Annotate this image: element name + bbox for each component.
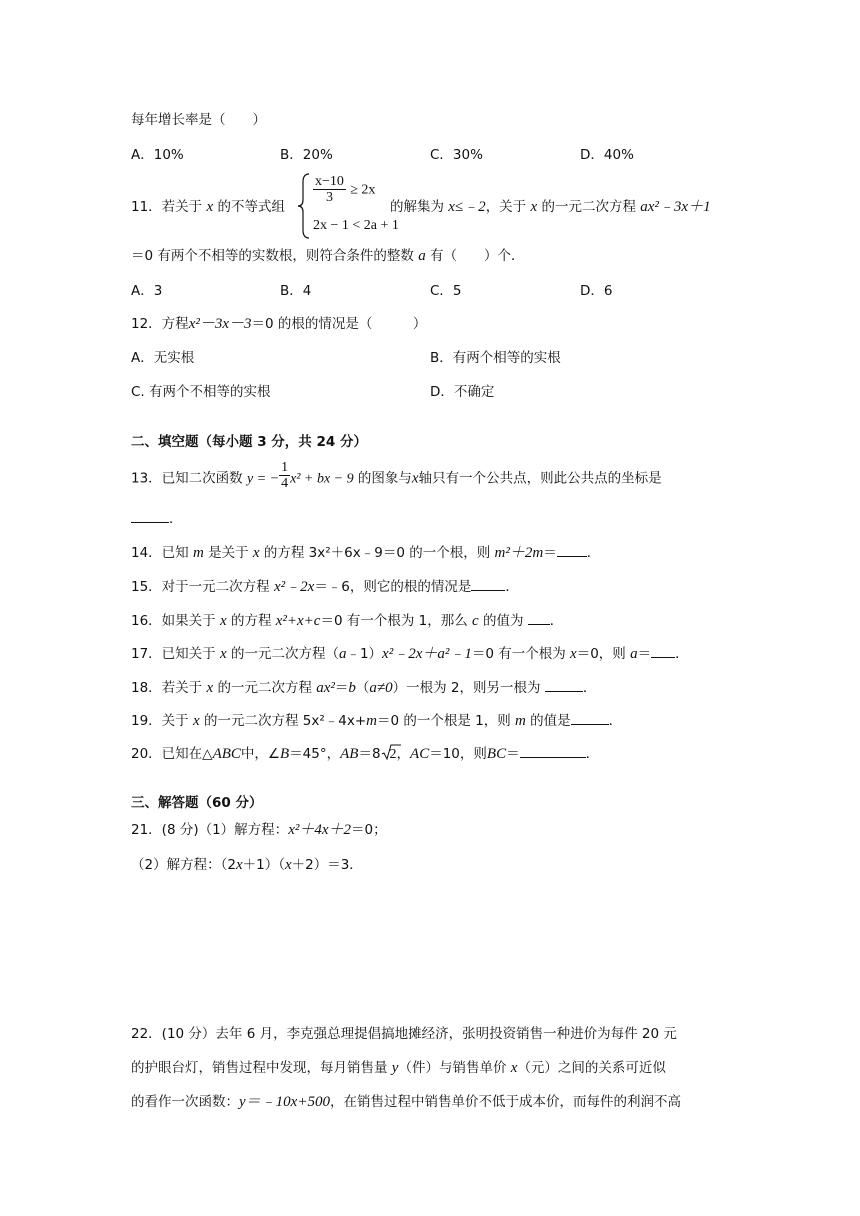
answer-blank[interactable] xyxy=(520,743,586,758)
q11-ineq1-rhs: ≥ 2x xyxy=(350,182,376,198)
q22-text: （件）与销售单价 xyxy=(398,1060,507,1076)
q17-var: x xyxy=(570,646,577,662)
q17-var: a xyxy=(630,646,638,662)
q11-option-b: B．4 xyxy=(280,283,312,299)
answer-blank[interactable] xyxy=(471,576,505,591)
q11-text: 有（ ）个． xyxy=(429,248,525,264)
q20-text: ＝10，则 xyxy=(429,746,487,762)
q10-option-a: A．10% xyxy=(131,147,184,163)
section-heading-solutions: 三、解答题（60 分） xyxy=(131,795,263,811)
q20-var: B xyxy=(280,746,290,762)
answer-blank[interactable] xyxy=(651,643,675,658)
q11-text: ，关于 xyxy=(485,199,527,215)
q18-expr: ax² xyxy=(316,680,335,696)
q18-text: ． xyxy=(582,680,597,696)
q18-text: ）一根为 2，则另一根为 xyxy=(392,680,541,696)
q21-expr: x²＋4x＋2 xyxy=(288,822,352,838)
q17-text: 的一元二次方程（ xyxy=(230,646,339,662)
q16-expr: x²+x+c xyxy=(275,613,321,629)
q20-var: AB xyxy=(340,746,359,762)
q18-cond: a≠0 xyxy=(369,680,393,696)
q15-text: ． xyxy=(505,579,519,595)
q22-text: （元）之间的关系可近似 xyxy=(517,1060,666,1076)
q20-radicand: 2 xyxy=(389,747,397,762)
q20-text: ， xyxy=(396,746,411,762)
q11-text: ＝0 有两个不相等的实数根，则符合条件的整数 xyxy=(131,248,414,264)
q11-option-d: D．6 xyxy=(580,283,613,299)
sqrt-icon xyxy=(381,744,397,765)
q13-text: 的图象与 xyxy=(357,470,412,487)
q22-line1: 22．(10 分）去年 6 月，李克强总理提倡搞地摊经济，张明投资销售一种进价为每件 20 元 xyxy=(131,1026,677,1042)
q13-stem xyxy=(131,460,662,491)
q11-text: 的不等式组 xyxy=(217,199,285,215)
q10-option-c: C．30% xyxy=(430,147,483,163)
q10-option-b: B．20% xyxy=(280,147,333,163)
q11-inequality-system xyxy=(297,172,399,240)
q12-option-c: C. 有两个不相等的实根 xyxy=(131,384,271,400)
q20-text: 中，∠ xyxy=(240,746,281,762)
q16-stem xyxy=(131,610,563,631)
q14-text: ＝ xyxy=(543,545,557,561)
q19-stem xyxy=(131,710,622,731)
q21-var: x xyxy=(235,857,243,873)
q17-stem xyxy=(131,643,689,664)
q14-text: ． xyxy=(586,545,601,561)
q13-text: 轴只有一个公共点，则此公共点的坐标是 xyxy=(418,470,662,487)
q15-text: ＝﹣6，则它的根的情况是 xyxy=(314,579,472,595)
q11-option-c: C．5 xyxy=(430,283,462,299)
answer-blank[interactable] xyxy=(557,542,587,557)
q20-text: ． xyxy=(585,746,600,762)
q17-text: ＝ xyxy=(637,646,652,662)
answer-blank[interactable] xyxy=(545,677,583,692)
answer-blank[interactable] xyxy=(131,508,169,523)
q19-text: 的值是 xyxy=(530,713,571,729)
q11-line2 xyxy=(131,246,524,266)
q12-option-b: B．有两个相等的实根 xyxy=(430,350,561,366)
q20-var: ABC xyxy=(212,746,241,762)
q14-text: 是关于 xyxy=(208,545,249,561)
q21-text: 21．(8 分)（1）解方程： xyxy=(131,822,289,838)
q13-fraction xyxy=(279,460,290,491)
q17-var: x xyxy=(219,646,227,662)
q11-solution: x≤﹣2 xyxy=(448,199,486,215)
q14-var: m xyxy=(192,545,204,561)
q11-line1 xyxy=(131,197,285,217)
q12-expr: x²－3x－3 xyxy=(188,316,252,332)
section-heading-fill-in: 二、填空题（每小题 3 分，共 24 分） xyxy=(131,434,367,450)
q12-option-a: A．无实根 xyxy=(131,350,195,366)
q11-text: 的一元二次方程 xyxy=(541,199,636,215)
q21-text: ＋2）＝3． xyxy=(291,857,363,873)
q13-text: 13．已知二次函数 xyxy=(131,470,243,487)
q21-text: （2）解方程：（2 xyxy=(131,857,236,873)
radical-sign-icon xyxy=(381,743,401,761)
q19-var: m xyxy=(366,713,377,729)
q19-text: ＝0 的一个根是 1，则 xyxy=(376,713,511,729)
q17-text: 17．已知关于 xyxy=(131,646,216,662)
q18-text: 18．若关于 xyxy=(131,680,203,696)
q22-function: y＝﹣10x+500 xyxy=(239,1094,330,1110)
q20-stem xyxy=(131,743,599,765)
q11-line1-rest xyxy=(390,197,711,217)
q21-var: x xyxy=(284,857,292,873)
q11-ineq2: 2x − 1 < 2a + 1 xyxy=(313,218,399,233)
q14-expr: m²＋2m xyxy=(494,545,544,561)
q15-expr: x²﹣2x xyxy=(273,579,315,595)
q21-part1 xyxy=(131,820,387,840)
q21-part2 xyxy=(131,855,363,875)
q12-text: ＝0 的根的情况是（ ） xyxy=(251,316,427,332)
q13-expr: x² + bx − 9 xyxy=(290,471,354,487)
q22-line3 xyxy=(131,1092,681,1112)
q19-var: x xyxy=(192,713,200,729)
q19-var: m xyxy=(515,713,526,729)
q11-quadratic: ax²﹣3x＋1 xyxy=(640,199,711,215)
q15-stem xyxy=(131,576,519,597)
q20-var: AC xyxy=(410,746,430,762)
q14-text: 14．已知 xyxy=(131,545,189,561)
q19-text: ． xyxy=(608,713,623,729)
q14-var: x xyxy=(252,545,260,561)
q18-stem xyxy=(131,677,596,698)
q18-var: b xyxy=(348,680,356,696)
q20-text: ＝45°， xyxy=(289,746,341,762)
q11-text: 11．若关于 xyxy=(131,199,203,215)
q11-ineq1 xyxy=(313,174,375,205)
q17-text: ＝0 有一个根为 xyxy=(471,646,566,662)
q18-text: 的一元二次方程 xyxy=(217,680,312,696)
q13-frac-num: 1 xyxy=(281,460,289,475)
q22-text: ，在销售过程中销售单价不低于成本价，而每件的利润不高 xyxy=(329,1094,681,1110)
q16-text: 16．如果关于 xyxy=(131,613,216,629)
q17-expr: x²﹣2x＋a²﹣1 xyxy=(382,646,472,662)
q18-text: ＝ xyxy=(334,680,349,696)
q13-frac-den: 4 xyxy=(281,476,289,491)
q11-var: x xyxy=(206,199,214,215)
q19-text: 19．关于 xyxy=(131,713,189,729)
q21-text: ＋1）（ xyxy=(242,857,285,873)
q12-option-d: D．不确定 xyxy=(430,384,495,400)
q13-x: x xyxy=(411,470,419,487)
q16-text: 的值为 xyxy=(483,613,524,629)
q13-text: ． xyxy=(169,511,183,527)
q17-text: ． xyxy=(675,646,689,662)
q11-var: x xyxy=(530,199,538,215)
q14-stem xyxy=(131,542,600,563)
q20-text: 20．已知在△ xyxy=(131,746,213,762)
q11-text: 的解集为 xyxy=(390,199,444,215)
q22-var: y xyxy=(391,1060,399,1076)
q11-fraction xyxy=(313,174,346,205)
q16-text: ． xyxy=(549,613,564,629)
q14-text: 的方程 3x²＋6x﹣9＝0 的一个根，则 xyxy=(263,545,491,561)
q22-text: 的看作一次函数： xyxy=(131,1094,239,1110)
q22-line2 xyxy=(131,1058,666,1078)
q11-frac-num: x−10 xyxy=(315,174,344,189)
q17-text: ＝0，则 xyxy=(576,646,626,662)
answer-blank[interactable] xyxy=(571,710,609,725)
q13-answer-line xyxy=(131,508,183,529)
q18-text: （ xyxy=(355,680,370,696)
q13-y-eq: y = − xyxy=(246,471,280,487)
q11-option-a: A．3 xyxy=(131,283,163,299)
q16-var: c xyxy=(472,613,479,629)
q20-text: ＝ xyxy=(506,746,520,762)
q16-text: 的方程 xyxy=(230,613,272,629)
answer-blank[interactable] xyxy=(528,610,550,625)
q10-option-d: D．40% xyxy=(580,147,634,163)
q17-text: ﹣1） xyxy=(346,646,383,662)
q11-frac-den: 3 xyxy=(325,190,333,205)
brace-icon xyxy=(297,172,311,240)
q20-text: ＝8 xyxy=(358,746,381,762)
q16-var: x xyxy=(219,613,227,629)
q20-var: BC xyxy=(486,746,507,762)
q15-text: 15．对于一元二次方程 xyxy=(131,579,270,595)
q22-text: 的护眼台灯，销售过程中发现，每月销售量 xyxy=(131,1060,388,1076)
q10-tail: 每年增长率是（ ） xyxy=(131,112,266,128)
q16-text: ＝0 有一个根为 1，那么 xyxy=(320,613,468,629)
q17-var: a xyxy=(338,646,347,662)
q21-text: ＝0； xyxy=(351,822,387,838)
q18-var: x xyxy=(206,680,214,696)
q22-var: x xyxy=(510,1060,518,1076)
q11-var-a: a xyxy=(418,248,426,264)
q12-text: 12．方程 xyxy=(131,316,189,332)
q12-stem xyxy=(131,314,426,334)
q19-text: 的一元二次方程 5x²﹣4x+ xyxy=(203,713,367,729)
